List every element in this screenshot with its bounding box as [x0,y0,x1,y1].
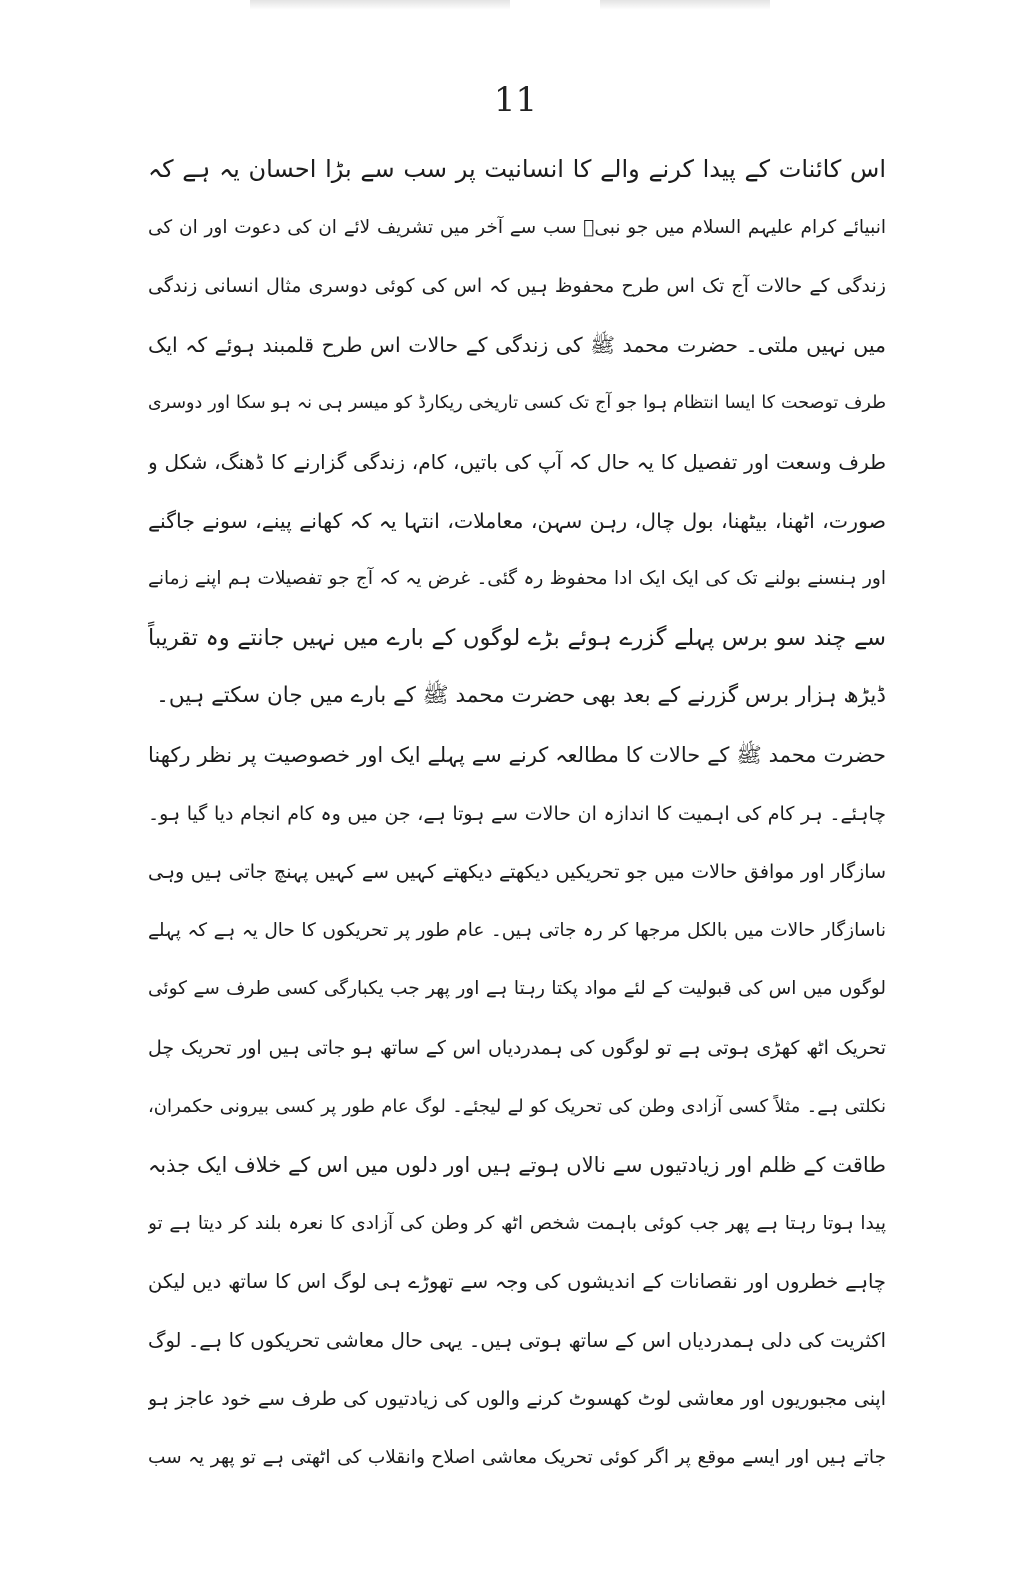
page-number: 11 [493,80,538,120]
text-line: طاقت کے ظلم اور زیادتیوں سے نالاں ہوتے ہیں اور دلوں میں اس کے خلاف ایک جذبہ [148,1153,886,1178]
text-line: ڈیڑھ ہزار برس گزرنے کے بعد بھی حضرت محمد ﷺ کے بارے میں جان سکتے ہیں۔ [156,683,886,709]
text-line: اس کائنات کے پیدا کرنے والے کا انسانیت پر سب سے بڑا احسان یہ ہے کہ [148,155,886,183]
text-line: سے چند سو برس پہلے گزرے ہوئے بڑے لوگوں کے بارے میں نہیں جانتے وہ تقریباً [148,624,886,651]
scan-edge-mark [250,0,510,10]
body-text [148,140,886,1488]
text-line: تحریک اٹھ کھڑی ہوتی ہے تو لوگوں کی ہمدردیاں اس کے ساتھ ہو جاتی ہیں اور تحریک چل [148,1036,886,1059]
text-line: نکلتی ہے۔ مثلاً کسی آزادی وطن کی تحریک کو لے لیجئے۔ لوگ عام طور پر کسی بیرونی حکمران، [148,1095,886,1117]
text-line: میں نہیں ملتی۔ حضرت محمد ﷺ کی زندگی کے حالات اس طرح قلمبند ہوئے کہ ایک [148,332,886,357]
scan-edge-mark [600,0,770,10]
text-line: طرف وسعت اور تفصیل کا یہ حال کہ آپ کی باتیں، کام، زندگی گزارنے کا ڈھنگ، شکل و [148,449,886,474]
text-line: اور ہنسنے بولنے تک کی ایک ایک ادا محفوظ رہ گئی۔ غرض یہ کہ آج جو تفصیلات ہم اپنے زمانے [148,568,886,590]
text-line: پیدا ہوتا رہتا ہے پھر جب کوئی باہمت شخص اٹھ کر وطن کی آزادی کا نعرہ بلند کر دیتا ہے تو [148,1212,886,1234]
text-line: طرف توصحت کا ایسا انتظام ہوا جو آج تک کسی تاریخی ریکارڈ کو میسر ہی نہ ہو سکا اور دوسری [148,393,886,414]
text-line: جاتے ہیں اور ایسے موقع پر اگر کوئی تحریک معاشی اصلاح وانقلاب کی اٹھتی ہے تو پھر یہ سب [148,1447,886,1469]
text-line: اپنی مجبوریوں اور معاشی لوٹ کھسوٹ کرنے والوں کی زیادتیوں کی طرف سے خود عاجز ہو [148,1388,886,1411]
text-line: اکثریت کی دلی ہمدردیاں اس کے ساتھ ہوتی ہیں۔ یہی حال معاشی تحریکوں کا ہے۔ لوگ [148,1328,886,1352]
text-line: ناسازگار حالات میں بالکل مرجھا کر رہ جاتی ہیں۔ عام طور پر تحریکوں کا حال یہ ہے کہ پہلے [148,919,886,941]
text-line: چاہے خطروں اور نقصانات کے اندیشوں کی وجہ سے تھوڑے ہی لوگ اس کا ساتھ دیں لیکن [148,1270,886,1294]
text-line: صورت، اٹھنا، بیٹھنا، بول چال، رہن سہن، معاملات، انتہا یہ کہ کھانے پینے، سونے جاگنے [148,508,886,533]
text-line: لوگوں میں اس کی قبولیت کے لئے مواد پکتا رہتا ہے اور پھر جب یکبارگی کسی طرف سے کوئی [148,978,886,1000]
text-line: حضرت محمد ﷺ کے حالات کا مطالعہ کرنے سے پہلے ایک اور خصوصیت پر نظر رکھنا [148,742,886,767]
text-line: زندگی کے حالات آج تک اس طرح محفوظ ہیں کہ اس کی کوئی دوسری مثال انسانی زندگی [148,275,886,298]
text-line: چاہئے۔ ہر کام کی اہمیت کا اندازہ ان حالات سے ہوتا ہے، جن میں وہ کام انجام دیا گیا ہو۔ [148,802,886,825]
text-line: انبیائے کرام علیہم السلام میں جو نبیؐ سب سے آخر میں تشریف لائے ان کی دعوت اور ان کی [148,216,886,238]
text-line: سازگار اور موافق حالات میں جو تحریکیں دیکھتے دیکھتے کہیں سے کہیں پہنچ جاتی ہیں وہی [148,861,886,884]
